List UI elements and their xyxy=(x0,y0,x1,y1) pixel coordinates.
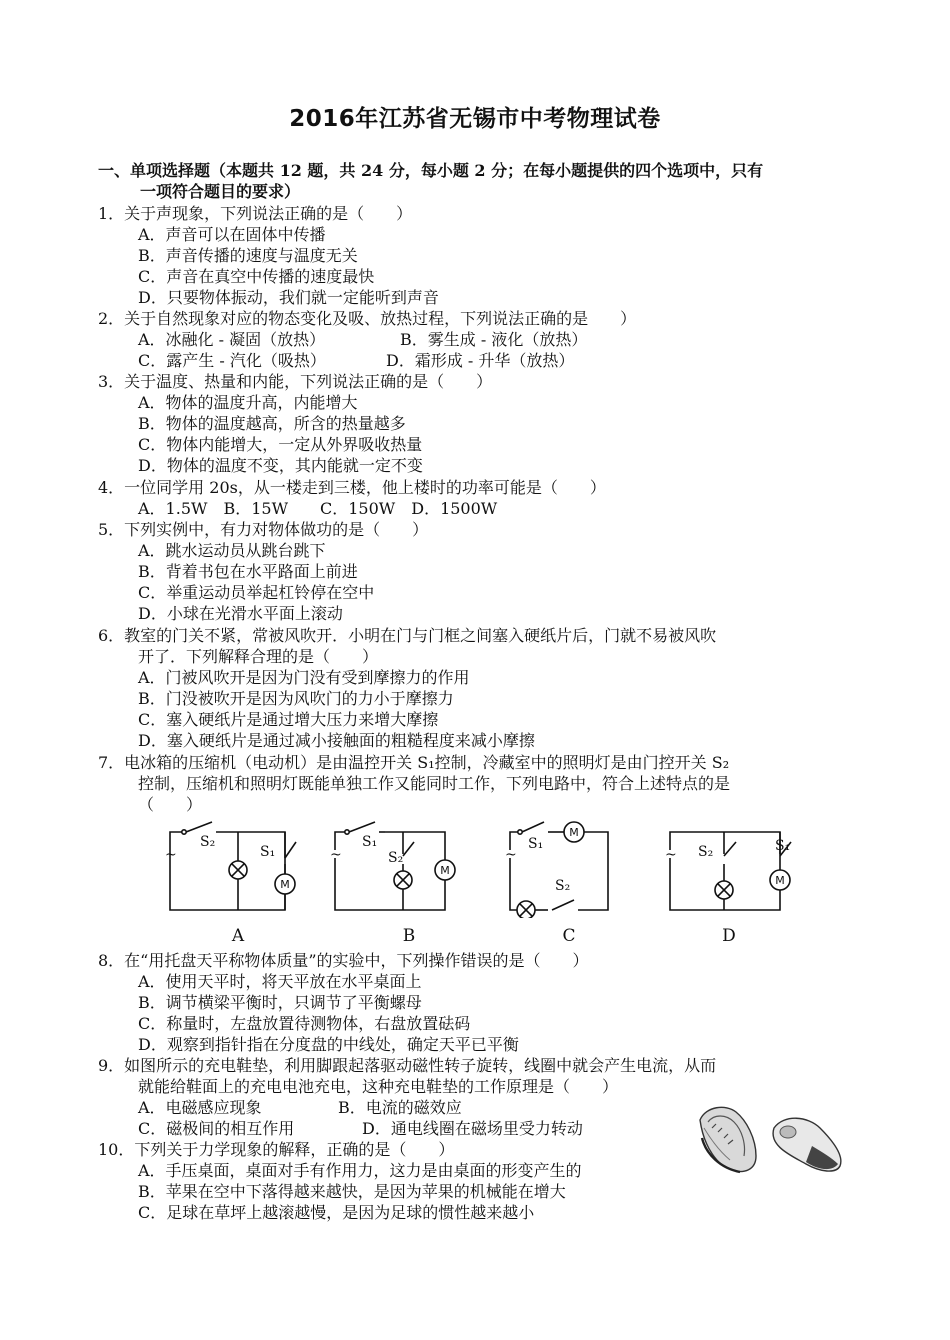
question-9-stem: 9．如图所示的充电鞋垫，利用脚跟起落驱动磁性转子旋转，线圈中就会产生电流，从而 xyxy=(98,1056,717,1075)
shoe-icon xyxy=(700,1107,756,1172)
question-10-option-c: C．足球在草坪上越滚越慢，是因为足球的惯性越来越小 xyxy=(138,1203,535,1222)
switch-label: S₂ xyxy=(555,878,571,894)
question-8-option-b: B．调节横梁平衡时，只调节了平衡螺母 xyxy=(138,993,422,1012)
switch-label: S₁ xyxy=(362,834,378,850)
question-1-option-a: A．声音可以在固体中传播 xyxy=(138,225,326,244)
question-2-stem: 2．关于自然现象对应的物态变化及吸、放热过程，下列说法正确的是 ） xyxy=(98,309,637,328)
switch-label: S₂ xyxy=(200,834,216,850)
circuit-b xyxy=(335,822,445,910)
question-9-option-b: B．电流的磁效应 xyxy=(338,1098,462,1117)
switch-label: S₁ xyxy=(260,844,276,860)
question-5-option-b: B．背着书包在水平路面上前进 xyxy=(138,562,358,581)
question-6-option-c: C．塞入硬纸片是通过增大压力来增大摩擦 xyxy=(138,710,439,729)
question-5-option-c: C．举重运动员举起杠铃停在空中 xyxy=(138,583,375,602)
circuit-d xyxy=(670,832,791,910)
question-6-option-d: D．塞入硬纸片是通过减小接触面的粗糙程度来减小摩擦 xyxy=(138,731,535,750)
question-6-option-b: B．门没被吹开是因为风吹门的力小于摩擦力 xyxy=(138,689,454,708)
switch-label: S₁ xyxy=(528,836,544,852)
question-6-option-a: A．门被风吹开是因为门没有受到摩擦力的作用 xyxy=(138,668,470,687)
circuit-caption-a: A xyxy=(231,926,245,946)
question-1-option-d: D．只要物体振动，我们就一定能听到声音 xyxy=(138,288,439,307)
question-8-option-a: A．使用天平时，将天平放在水平桌面上 xyxy=(138,972,422,991)
motor-label: M xyxy=(440,864,450,877)
question-9-option-a: A．电磁感应现象 xyxy=(138,1098,262,1117)
page-title: 2016年江苏省无锡市中考物理试卷 xyxy=(289,106,661,132)
question-1-option-b: B．声音传播的速度与温度无关 xyxy=(138,246,358,265)
switch-label: S₂ xyxy=(388,850,404,866)
question-5-stem: 5．下列实例中，有力对物体做功的是（ ） xyxy=(98,520,429,539)
charging-insole-image xyxy=(696,1098,848,1176)
question-3-option-d: D．物体的温度不变，其内能就一定不变 xyxy=(138,456,423,475)
question-3-option-c: C．物体内能增大，一定从外界吸收热量 xyxy=(138,435,423,454)
question-7-stem: 7．电冰箱的压缩机（电动机）是由温控开关 S₁控制，冷藏室中的照明灯是由门控开关 S₂ xyxy=(98,753,730,772)
question-10-option-b: B．苹果在空中下落得越来越快，是因为苹果的机械能在增大 xyxy=(138,1182,566,1201)
question-9-stem-cont: 就能给鞋面上的充电电池充电，这种充电鞋垫的工作原理是（ ） xyxy=(138,1077,619,1096)
circuit-caption-d: D xyxy=(722,926,736,946)
question-8-option-d: D．观察到指针指在分度盘的中线处，确定天平已平衡 xyxy=(138,1035,519,1054)
ac-source-symbol: ~ xyxy=(665,847,677,863)
question-7-stem-cont: 控制，压缩机和照明灯既能单独工作又能同时工作，下列电路中，符合上述特点的是 xyxy=(138,774,731,793)
question-1-option-c: C．声音在真空中传播的速度最快 xyxy=(138,267,375,286)
question-2-option-d: D．霜形成 - 升华（放热） xyxy=(386,351,575,370)
question-2-option-b: B．雾生成 - 液化（放热） xyxy=(400,330,588,349)
section-heading-line-2: 一项符合题目的要求） xyxy=(140,182,301,201)
question-2-option-a: A．冰融化 - 凝固（放热） xyxy=(138,330,326,349)
ac-source-symbol: ~ xyxy=(505,847,517,863)
ac-source-symbol: ~ xyxy=(165,847,177,863)
ac-source-symbol: ~ xyxy=(330,847,342,863)
circuit-caption-c: C xyxy=(562,926,576,946)
motor-label: M xyxy=(280,878,290,891)
motor-label: M xyxy=(775,874,785,887)
question-9-option-c: C．磁极间的相互作用 xyxy=(138,1119,295,1138)
question-3-option-a: A．物体的温度升高，内能增大 xyxy=(138,393,358,412)
section-heading-line-1: 一、单项选择题（本题共 12 题，共 24 分，每小题 2 分；在每小题提供的四个选项中，只有 xyxy=(98,161,764,180)
question-9-option-d: D．通电线圈在磁场里受力转动 xyxy=(362,1119,583,1138)
insole-icon xyxy=(773,1118,841,1171)
question-4-stem: 4．一位同学用 20s，从一楼走到三楼，他上楼时的功率可能是（ ） xyxy=(98,478,606,497)
circuit-caption-b: B xyxy=(402,926,416,946)
question-4-options: A．1.5W B．15W C．150W D．1500W xyxy=(138,499,498,518)
question-10-stem: 10．下列关于力学现象的解释，正确的是（ ） xyxy=(98,1140,455,1159)
question-5-option-d: D．小球在光滑水平面上滚动 xyxy=(138,604,343,623)
question-8-option-c: C．称量时，左盘放置待测物体，右盘放置砝码 xyxy=(138,1014,471,1033)
question-8-stem: 8．在“用托盘天平称物体质量”的实验中，下列操作错误的是（ ） xyxy=(98,951,589,970)
circuit-a xyxy=(170,822,296,910)
switch-label: S₁ xyxy=(775,838,791,854)
question-10-option-a: A．手压桌面，桌面对手有作用力，这力是由桌面的形变产生的 xyxy=(138,1161,582,1180)
motor-label: M xyxy=(569,826,579,839)
circuit-c xyxy=(510,822,608,918)
question-2-option-c: C．露产生 - 汽化（吸热） xyxy=(138,351,326,370)
question-3-option-b: B．物体的温度越高，所含的热量越多 xyxy=(138,414,406,433)
question-7-answer-bracket: （ ） xyxy=(138,795,203,814)
question-6-stem-cont: 开了．下列解释合理的是（ ） xyxy=(138,647,379,666)
question-5-option-a: A．跳水运动员从跳台跳下 xyxy=(138,541,326,560)
switch-label: S₂ xyxy=(698,844,714,860)
question-3-stem: 3．关于温度、热量和内能，下列说法正确的是（ ） xyxy=(98,372,493,391)
question-6-stem: 6．教室的门关不紧，常被风吹开．小明在门与门框之间塞入硬纸片后，门就不易被风吹 xyxy=(98,626,717,645)
question-1-stem: 1．关于声现象，下列说法正确的是（ ） xyxy=(98,204,413,223)
circuit-diagrams xyxy=(150,818,830,918)
